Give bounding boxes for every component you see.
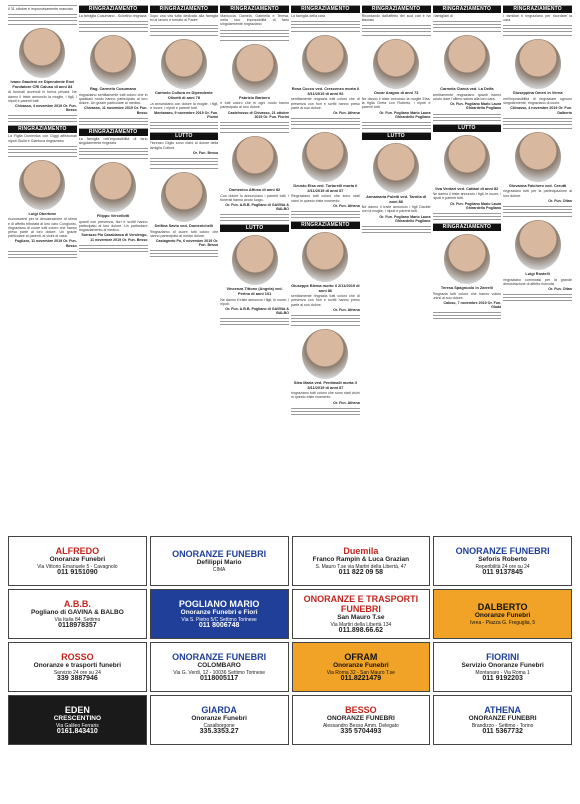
ad-subtitle: Franco Rampin & Luca Grazian [312,556,410,564]
ad-name: ONORANZE FUNEBRI [172,549,267,560]
ad-address: Montanaro - Via Roma 1 [475,669,530,676]
deceased-name: Giuseppe Blema morto il 2/11/2019 di anni 86 [291,283,360,293]
funeral-home-ad [292,642,431,692]
ad-address: Via Martiri della Libertà 134 [330,621,392,628]
notice-body: sentitamente ringraziano quanti hanno voluto dare l'ultimo saluto alla loro cara. [432,92,502,101]
deceased-name: Giovanna Falchero ved. Cerutti [508,182,567,188]
notice-signature: Or. Fun. Oltan [548,287,572,292]
notice-signature: Foglizzo, 11 novembre 2019 Or. Fun. Besso [14,239,77,248]
deceased-photo [302,35,348,85]
notice-body: Ai funerali avvenuti in forma privata. Ne danno il triste annuncio la moglie, i figli, i nipoti e parenti tutti. [8,90,77,103]
obituary-notice [8,156,77,258]
ad-subtitle: Servizio Onoranze Funebri [461,662,544,670]
deceased-photo [232,136,278,186]
ad-address: Reperibilità 24 ore su 24 [475,563,530,570]
notice-body: La famiglia della cara [291,14,325,18]
notice-header: RINGRAZIAMENTO [503,6,572,13]
notice-header: RINGRAZIAMENTO [8,126,77,133]
notice-body: ringraziano tutti coloro che sono stati vicini in questo triste momento. [291,391,360,400]
notice-signature: Or. Fun. Pogliano Mario Laura Ghirardello Pogliano [379,214,431,223]
funeral-ads-section [8,536,572,798]
ad-name: EDEN [64,705,90,716]
notice-body: La famiglia Cusumano - Sciortino ringrazia [78,14,147,18]
ad-phone: 011 5367732 [482,727,523,735]
deceased-photo [90,35,136,85]
obituary-notice [220,224,289,325]
ad-subtitle: Defilippi Mario [196,559,242,567]
obituary-column-6 [362,5,431,533]
ad-address: CIMA [212,566,226,573]
ad-name: OFRAM [344,652,378,663]
deceased-name: Deusto Elsa ved. Tortorelli morta il 2/11/2019 di anni 87 [293,183,358,193]
ad-phone: 011.8221479 [340,674,382,682]
notice-body: sentitamente ringrazia tutti coloro che di presenza con fiori e scritti hanno preso parte al suo dolore. [291,294,360,307]
ad-name: ATHENA [484,705,522,716]
ad-subtitle: Onoranze Funebri [49,556,106,564]
obituary-notice [220,40,289,129]
ad-phone: 0161.843410 [56,727,98,735]
text-lines [291,313,360,322]
ad-subtitle: Onoranze Funebri [333,662,389,670]
text-lines [79,243,148,252]
ad-phone: 011.898.66.62 [338,626,384,634]
notice-signature: Or. Fun. Athena [333,307,360,312]
funeral-home-ad [433,589,572,639]
ad-subtitle: ONORANZE FUNEBRI [326,715,395,723]
obituary-notice [220,132,289,221]
text-lines [150,248,219,257]
obituary-column-5 [291,5,360,533]
obituary-notice [8,24,77,122]
notice-body: Ricordando dall'affetto dei suoi cari è ha lasciato [361,14,431,23]
obituary-notice [503,128,572,213]
notice-signature: Caluso, 7 novembre 2019 Or. Fun. Giuda [443,301,502,310]
notice-body: ringraziano commossi per la grande dimostrazione di affetto ricevuta. [503,277,572,286]
notice-signature: Or. Fun. Pogliano Mario Laura Ghirardello Pogliano [450,102,502,111]
obituary-notice [291,5,360,28]
ad-phone: 339 3887946 [56,674,98,682]
funeral-home-ad [292,589,431,639]
ad-name: ROSSO [61,652,94,663]
obituary-notice [79,128,148,155]
obituary-column-3 [150,5,219,533]
text-lines [503,23,572,32]
deceased-name: Ivano Gaudeni ex Dipendente Enel Fondatore CRI Caluso di anni 84 [10,79,75,89]
text-lines [79,146,148,155]
obituary-notice [79,158,148,252]
obituary-notice [291,31,360,125]
notice-signature: Chivasso, 11 novembre 2019 Or. Fun. Besso [83,106,148,115]
notice-header: RINGRAZIAMENTO [291,222,360,229]
funeral-home-ad [433,536,572,586]
ad-name: FIORINI [486,652,520,663]
obituary-notice [503,35,572,124]
ad-phone: 335.3353.27 [199,727,239,735]
funeral-home-ad [433,695,572,745]
ad-subtitle: Onoranze Funebri [474,612,531,620]
deceased-name: Vincenza Tittone (Angela) ved. Perino di anni 101 [226,286,283,297]
notice-body: I familiari ti ringraziano per ricordare la cara [503,14,572,23]
notice-signature: Or. Fun. Besso [192,150,219,155]
text-lines [433,112,502,121]
ad-phone: 335 5704493 [340,727,382,735]
ad-subtitle: COLOMBARO [197,662,241,670]
obituary-notice [291,221,360,322]
funeral-home-ad [292,536,431,586]
notice-body: La famiglia nell'impossibilità di farlo singolarmente ringrazia [78,136,148,146]
text-lines [150,120,219,129]
notice-body: ringraziano sentitamente tutti coloro che in qualsiasi modo hanno partecipato al loro dolore. Un grazie particolare al medico. [78,92,148,106]
ad-name: Duemila [343,546,379,557]
notice-header: RINGRAZIAMENTO [150,6,219,13]
deceased-name: Rosa Cocco ved. Crescenzo morta il 3/11/2019 di anni 92 [291,86,359,96]
text-lines [79,19,148,28]
notice-body: La Figlia Domenica con Giggi affezionati nipoti Giulia e Gianluca ringraziano [8,134,77,143]
notice-signature: Sorrazzo Pia Casabianca di Verolengo, 11 novembre 2019 Or. Fun. Besso [81,233,148,242]
deceased-name: Annamaria Poletti ved. Tarolla di anni 88 [366,194,427,204]
notice-signature: Or. Fun. Athena [333,400,360,405]
notice-body: Dopo una vita tutta dedicata alla famiglia ed al lavoro è tornato al Padre [149,14,219,23]
text-lines [362,224,431,233]
deceased-name: Ilva Verdari ved. Cattani di anni 82 [435,185,499,191]
funeral-home-ad [8,536,147,586]
ad-phone: 0118005117 [200,674,239,682]
deceased-photo [444,135,490,185]
deceased-photo [515,220,561,270]
text-lines [362,120,431,129]
funeral-home-ad [150,695,289,745]
obituary-column-4 [220,5,289,533]
obituary-notice [433,223,502,319]
ad-name: ONORANZE FUNEBRI [172,652,267,663]
text-lines [8,113,77,122]
obituary-notice [362,5,431,32]
text-lines [291,406,360,415]
ad-address: Ivrea - Piazza G. Freguglia, 5 [470,619,536,626]
notice-header: RINGRAZIAMENTO [291,6,360,13]
deceased-name: Delfina Savio ved. Domenichelli [154,223,214,229]
notice-signature: Or. Fun. A.B.B. Pogliano di GAVINA & BALBO [225,307,289,316]
funeral-home-ad [8,695,147,745]
deceased-photo [373,143,419,193]
ad-subtitle: San Mauro T.se [337,614,385,622]
obituary-notice [8,5,77,21]
deceased-name: Rag. Carmelo Cusumano [89,86,137,92]
funeral-home-ad [8,589,147,639]
notice-body: quanti con presenza, fiori e scritti hanno partecipato al loro dolore. Un particolare ringraziamento al medico. [78,219,148,233]
deceased-photo [302,232,348,282]
obituary-notice [433,5,502,28]
notice-signature: Or. Fun. Pogliano Mario Laura Ghirardello Pogliano [450,201,502,210]
deceased-name: Oscar Aragno di anni 73 [373,90,419,96]
obituary-notice [220,5,289,37]
obituaries-section [8,5,572,533]
obituary-notice [8,125,77,152]
obituary-notice [150,132,219,165]
obituary-notice [362,35,431,129]
text-lines [503,204,572,213]
notice-signature: Or. Fun. Oltan [548,198,572,203]
deceased-name: Carmelo Collura ex Dipendente Olivetti di anni 78 [155,90,213,100]
deceased-photo [302,132,348,182]
ad-address: Servizio 24 ore su 24 [53,669,101,676]
deceased-photo [19,160,65,210]
notice-signature: Or. Fun. Athena [333,203,360,208]
deceased-photo [19,28,65,78]
notice-signature: Castagneto Po, 6 novembre 2019 Or. Fun. Besso [155,239,219,248]
deceased-name: Fabrizio Barbero [239,94,271,100]
notice-body: Ne danno il triste annuncio i figli Davide con la moglie, i nipoti e parenti tutti. [361,205,431,214]
deceased-photo [444,35,490,85]
notice-body: e tutti coloro che in ogni modo hanno partecipato al loro dolore. [220,101,289,110]
text-lines [220,316,289,325]
text-lines [150,23,219,32]
obituary-notice [291,325,360,415]
obituary-notice [433,124,502,220]
notice-body: La annunciano con dolore la moglie, i figli, le nuore, i nipoti e parenti tutti. [149,101,219,110]
notice-header: LUTTO [433,125,502,132]
ad-address: Via Vittorio Emanuele 5 - Cavagnolo [37,563,118,570]
text-lines [220,120,289,129]
text-lines [150,156,219,165]
notice-header: LUTTO [362,133,431,140]
ad-phone: 011 9151090 [57,568,98,576]
obituary-notice [150,35,219,129]
text-lines [433,19,502,28]
notice-body: Ne danno il triste annuncio i figli, le nuore, i nipoti e parenti tutti. [432,192,502,201]
deceased-photo [161,172,207,222]
obituary-column-2 [79,5,148,533]
text-lines [79,116,148,125]
obituary-column-7 [433,5,502,533]
deceased-name: Luigi Obertone [28,210,57,216]
deceased-name: Giuseppina Omeri in Verna [512,90,563,96]
ad-phone: 011 9192203 [482,674,523,682]
obituary-notice [362,132,431,233]
ad-name: POGLIANO MARIO [178,599,260,610]
deceased-photo [515,39,561,89]
deceased-photo [232,44,278,94]
notice-header: LUTTO [150,133,219,140]
obituary-notice [433,31,502,120]
funeral-home-ad [433,642,572,692]
text-lines [291,19,360,28]
notice-body: ringraziano tutti per la partecipazione al loro dolore. [503,189,572,198]
ad-phone: 011 9137845 [482,568,523,576]
deceased-photo [515,132,561,182]
ad-address: Via Roma 32 - San Mauro T.se [326,669,395,676]
notice-body: Ne danno il triste annuncio la moglie Elsa, la figlia Greta con Roberto, i nipoti e parenti tutti. [361,97,431,110]
deceased-photo [444,234,490,284]
notice-body: Fiorenzo Giglio sono vicini al dolore della famiglia Collura [149,141,219,150]
deceased-photo [302,329,348,379]
ad-subtitle: Pogliano di GAVINA & BALBO [30,609,124,617]
notice-signature: Chivasso, 4 novembre 2019 Or. Fun. Dalberto [510,106,572,115]
ad-address: Via Galileo Ferraris [56,722,99,729]
notice-signature: Or. Fun. A.B.B. Pogliano di GAVINA & BALBO [225,203,289,212]
notice-body: sentitamente ringrazia tutti coloro che di presenza con fiori e scritti hanno preso parte al suo dolore. [291,97,360,110]
deceased-name: Teresa Spagnuolo in Zarrelli [440,285,493,291]
funeral-home-ad [8,642,147,692]
text-lines [220,212,289,221]
notice-signature: Chivasso, 4 novembre 2019 Or. Fun. Besso [15,104,77,113]
ad-subtitle: ONORANZE FUNEBRI [468,715,537,723]
ad-subtitle: CRESCENTINO [53,715,102,723]
notice-signature: Or. Fun. Athena [333,111,360,115]
obituary-column-1 [8,5,77,533]
ad-name: BESSO [345,705,377,716]
ad-phone: 011 822 09 58 [338,568,384,576]
ad-address: Via Italia 84, Settimo [54,616,101,623]
notice-header: RINGRAZIAMENTO [79,6,148,13]
funeral-home-ad [150,536,289,586]
deceased-photo [232,235,278,285]
notice-body: nell'impossibilità di ringraziare ognuno singolarmente, ringraziano di cuore. [503,97,572,106]
ad-name: ONORANZE FUNEBRI [455,546,550,557]
ad-address: Via G. Verdi, 12 - 10036 Settimo Torinese [173,669,266,676]
notice-body: Ringrazia tutti coloro che hanno voluto unirsi al suo dolore. [432,291,502,300]
notice-body: I famigliari di [432,14,453,18]
notice-body: Ne danno il triste annuncio i figli, le nuore, i nipoti. [220,297,289,306]
text-lines [8,144,77,153]
funeral-home-ad [292,695,431,745]
text-lines [362,23,431,32]
ad-subtitle: Seforis Roberto [478,556,527,564]
funeral-home-ad [150,589,289,639]
deceased-name: Filippo Vercellotti [96,213,130,219]
ad-address: S. Mauro T.se via Martiri della Libertà, 47 [315,563,407,570]
notice-header: RINGRAZIAMENTO [433,6,502,13]
obituary-notice [79,31,148,125]
deceased-name: Stea Maria ved. Pentimalli morta il 3/11/2019 di anni 87 [293,380,357,390]
ad-name: GIARDA [201,705,237,716]
text-lines [503,116,572,125]
obituary-notice [150,168,219,257]
obituary-notice [150,5,219,32]
deceased-name: Luigi Rostelli [525,271,550,277]
ad-name: A.B.B. [63,599,91,610]
ad-subtitle: Onoranze Funebri [191,715,247,723]
obituary-notice [79,5,148,28]
deceased-photo [90,162,136,212]
ad-address: Alessandro Besso Amm. Delegato [322,722,399,729]
notice-body: Ringraziamo di cuore tutti coloro che hanno partecipato al nostro dolore. [149,229,219,238]
obituary-notice [503,216,572,301]
notice-body: Il 31 ottobre è improvvisamente mancato [8,7,73,11]
ad-phone: 011 8006748 [198,621,240,629]
notice-signature: Castelrosso di Chivasso, 21 ottobre 2019 Or. Fun. Fiorini [227,110,289,119]
notice-body: Ringraziano tutti coloro che sono stati vicini in questo triste momento. [291,194,360,203]
notice-body: Con dolore lo annunciano i parenti tutti. I funerali hanno avuto luogo. [220,193,289,202]
obituary-notice [503,5,572,32]
notice-body: riconoscenti per la dimostrazione di stima e di affetto tributata al loro caro Congiunto, ringraziano di cuore tutti coloro che hanno preso parte al loro dolore. Un grazie particolare ai parenti, ai vicini di casa. [8,217,77,239]
ad-address: Brandizzo - Settimo - Torino [471,722,534,729]
text-lines [291,209,360,218]
funeral-home-ad [150,642,289,692]
ad-name: ONORANZE E TRASPORTI FUNEBRI [303,594,419,615]
notice-header: RINGRAZIAMENTO [433,224,502,231]
deceased-name: Domenico Affuso di anni 82 [229,187,281,193]
text-lines [8,12,77,21]
text-lines [433,211,502,220]
notice-signature: Montanaro, 9 novembre 2019 Or. Fun. Fiorini [154,111,219,120]
ad-subtitle: Onoranze Funebri e Fiori [180,609,258,617]
text-lines [433,310,502,319]
text-lines [8,249,77,258]
notice-header: LUTTO [220,225,289,232]
deceased-photo [161,39,207,89]
text-lines [503,292,572,301]
ad-subtitle: Onoranze e trasporti funebri [33,662,122,670]
deceased-photo [373,39,419,89]
notice-body: Mariuccia, Daniela, Gabriella e Teresa, nella loro impossibilità di farlo singolarmente ringraziano [220,14,289,27]
ad-address: Via S. Pietro 5/C Settimo Torinese [181,616,257,623]
deceased-name: Carmela Ciarcà ved. La Delfa [440,86,494,92]
text-lines [220,28,289,37]
ad-address: Casalborgone [203,722,235,729]
text-lines [291,116,360,125]
ad-name: DALBERTO [477,602,528,613]
obituary-column-8 [503,5,572,533]
ad-phone: 0118978357 [58,621,97,629]
ad-name: ALFREDO [55,546,100,557]
notice-header: RINGRAZIAMENTO [362,6,431,13]
notice-header: RINGRAZIAMENTO [79,129,148,136]
notice-signature: Or. Fun. Pogliano Mario Laura Ghirardello Pogliano [379,110,431,119]
obituary-notice [291,128,360,218]
notice-header: RINGRAZIAMENTO [220,6,289,13]
